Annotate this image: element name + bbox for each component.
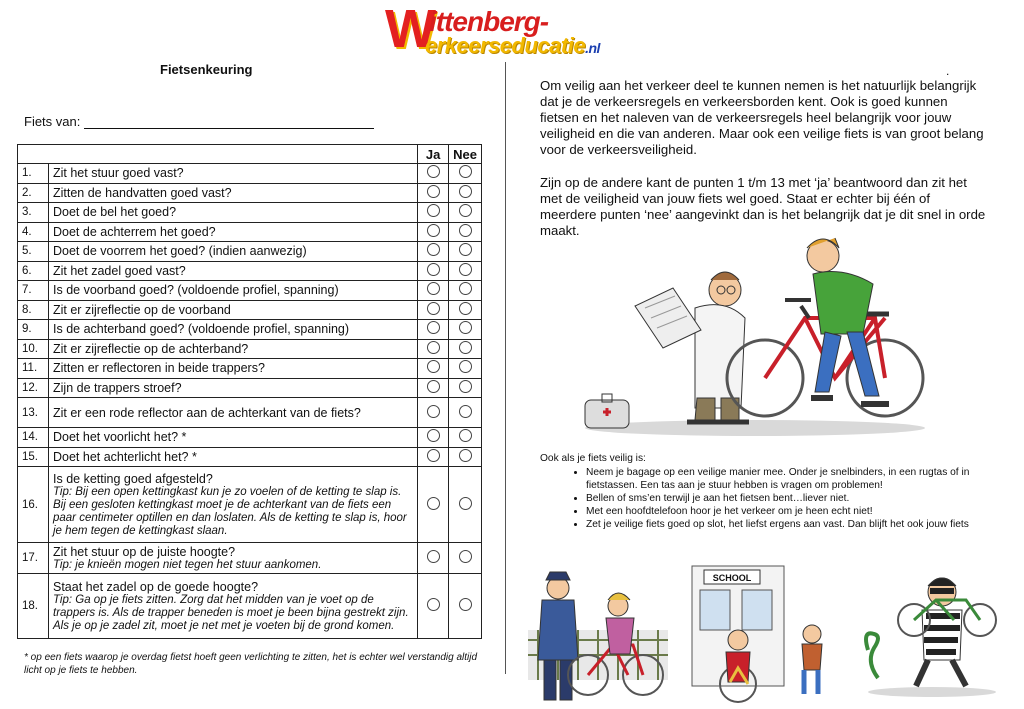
intro-paragraph-2: Zijn op de andere kant de punten 1 t/m 13 met ‘ja’ beantwoord dan zit het met de veiligheid van jouw fiets wel goed. Staat er echter bij één of meerdere punten ‘nee’ aangevinkt dan is het belangrijk dat je dit snel in orde maakt. bbox=[540, 175, 986, 238]
question-number: 4. bbox=[18, 222, 49, 242]
question-cell bbox=[49, 222, 418, 242]
nee-cell bbox=[449, 281, 482, 301]
school-cyclist-illustration bbox=[690, 556, 840, 706]
question-number: 17. bbox=[18, 543, 49, 574]
nee-radio[interactable] bbox=[459, 449, 472, 462]
logo-w: W bbox=[385, 0, 434, 59]
checklist-row bbox=[18, 203, 482, 223]
nee-cell bbox=[449, 398, 482, 428]
checklist-row bbox=[18, 543, 482, 574]
nee-radio[interactable] bbox=[459, 204, 472, 217]
ja-radio[interactable] bbox=[427, 263, 440, 276]
ja-radio[interactable] bbox=[427, 550, 440, 563]
question-cell bbox=[49, 398, 418, 428]
nee-cell bbox=[449, 428, 482, 448]
ja-cell bbox=[418, 281, 449, 301]
question-text: Zijn de trappers stroef? bbox=[53, 380, 182, 395]
safety-item: • Met een hoofdtelefoon hoor je het verkeer om je heen echt niet! bbox=[586, 505, 990, 518]
question-number: 12. bbox=[18, 378, 49, 398]
question-cell bbox=[49, 164, 418, 184]
brand-logo bbox=[385, 0, 645, 62]
nee-radio[interactable] bbox=[459, 405, 472, 418]
stray-dot: . bbox=[946, 64, 950, 78]
question-number: 15. bbox=[18, 447, 49, 467]
logo-line1: ittenberg- bbox=[429, 6, 549, 37]
question-cell bbox=[49, 359, 418, 379]
checklist-row bbox=[18, 222, 482, 242]
ja-radio[interactable] bbox=[427, 360, 440, 373]
nee-radio[interactable] bbox=[459, 497, 472, 510]
page-divider bbox=[505, 62, 506, 674]
question-text: Zit er zijreflectie op de achterband? bbox=[53, 341, 249, 356]
checklist-rows bbox=[18, 164, 482, 639]
bike-checkup-illustration bbox=[575, 228, 935, 440]
question-number: 7. bbox=[18, 281, 49, 301]
safety-heading: Ook als je fiets veilig is: bbox=[540, 453, 646, 464]
question-cell bbox=[49, 242, 418, 262]
checklist-row bbox=[18, 467, 482, 543]
ja-cell bbox=[418, 203, 449, 223]
nee-cell bbox=[449, 261, 482, 281]
ja-radio[interactable] bbox=[427, 224, 440, 237]
checklist-row bbox=[18, 359, 482, 379]
ja-radio[interactable] bbox=[427, 185, 440, 198]
nee-cell bbox=[449, 574, 482, 639]
question-cell bbox=[49, 183, 418, 203]
ja-cell bbox=[418, 447, 449, 467]
nee-cell bbox=[449, 183, 482, 203]
ja-cell bbox=[418, 359, 449, 379]
question-text: Zit er zijreflectie op de voorband bbox=[53, 302, 231, 317]
question-cell bbox=[49, 281, 418, 301]
nee-cell bbox=[449, 222, 482, 242]
nee-radio[interactable] bbox=[459, 185, 472, 198]
ja-cell bbox=[418, 543, 449, 574]
question-text: Zit het zadel goed vast? bbox=[53, 263, 186, 278]
ja-cell bbox=[418, 428, 449, 448]
nee-cell bbox=[449, 467, 482, 543]
nee-radio[interactable] bbox=[459, 429, 472, 442]
nee-cell bbox=[449, 378, 482, 398]
owner-label: Fiets van: bbox=[24, 114, 81, 129]
question-cell bbox=[49, 300, 418, 320]
nee-cell bbox=[449, 320, 482, 340]
ja-radio[interactable] bbox=[427, 429, 440, 442]
question-tip: Tip: Ga op je fiets zitten. Zorg dat het midden van je voet op de trappers is. Als de trapper beneden is moet je been bijna gestrekt zijn. Als je op je zadel zit, moet je net met je voeten bij de grond komen. bbox=[53, 593, 409, 632]
question-text: Zitten de handvatten goed vast? bbox=[53, 185, 232, 200]
ja-radio[interactable] bbox=[427, 165, 440, 178]
question-number: 14. bbox=[18, 428, 49, 448]
question-number: 13. bbox=[18, 398, 49, 428]
nee-radio[interactable] bbox=[459, 302, 472, 315]
checklist-row bbox=[18, 164, 482, 184]
question-number: 10. bbox=[18, 339, 49, 359]
ja-cell bbox=[418, 261, 449, 281]
question-text: Doet de voorrem het goed? (indien aanwezig) bbox=[53, 244, 307, 259]
ja-cell bbox=[418, 398, 449, 428]
nee-cell bbox=[449, 359, 482, 379]
ja-cell bbox=[418, 467, 449, 543]
checklist-row bbox=[18, 447, 482, 467]
question-tip: Tip: Bij een open kettingkast kun je zo voelen of de ketting te slap is. Bij een gesloten kettingkast moet je de achterkant van de fiets een paar centimeter optillen en dan loslaten. Als de ketting te slap is, hoor je hem tegen de kettingkast slaan. bbox=[53, 485, 407, 537]
logo-line2: erkeerseducatie.nl bbox=[425, 33, 600, 58]
nee-radio[interactable] bbox=[459, 550, 472, 563]
header-blank bbox=[18, 145, 418, 164]
question-text: Doet de achterrem het goed? bbox=[53, 224, 216, 239]
question-number: 18. bbox=[18, 574, 49, 639]
ja-cell bbox=[418, 378, 449, 398]
nee-radio[interactable] bbox=[459, 380, 472, 393]
nee-radio[interactable] bbox=[459, 263, 472, 276]
checklist-row bbox=[18, 242, 482, 262]
question-number: 2. bbox=[18, 183, 49, 203]
ja-radio[interactable] bbox=[427, 380, 440, 393]
question-cell bbox=[49, 467, 418, 543]
question-cell bbox=[49, 428, 418, 448]
question-cell bbox=[49, 447, 418, 467]
checklist-row bbox=[18, 574, 482, 639]
safety-item: • Zet je veilige fiets goed op slot, het liefst ergens aan vast. Dan blijft het ook jouw fiets bbox=[586, 518, 990, 531]
ja-radio[interactable] bbox=[427, 598, 440, 611]
question-number: 3. bbox=[18, 203, 49, 223]
owner-field bbox=[24, 114, 374, 129]
question-text: Zitten er reflectoren in beide trappers? bbox=[53, 361, 265, 376]
ja-radio[interactable] bbox=[427, 405, 440, 418]
question-text: Zit er een rode reflector aan de achterkant van de fiets? bbox=[53, 405, 361, 420]
safety-tips bbox=[540, 452, 990, 531]
ja-cell bbox=[418, 222, 449, 242]
owner-blank-line[interactable] bbox=[84, 116, 374, 129]
ja-radio[interactable] bbox=[427, 243, 440, 256]
ja-radio[interactable] bbox=[427, 321, 440, 334]
nee-radio[interactable] bbox=[459, 598, 472, 611]
nee-radio[interactable] bbox=[459, 224, 472, 237]
nee-cell bbox=[449, 447, 482, 467]
ja-cell bbox=[418, 183, 449, 203]
ja-radio[interactable] bbox=[427, 302, 440, 315]
safety-item: • Neem je bagage op een veilige manier mee. Onder je snelbinders, in een rugtas of in fietstassen. Een tas aan je stuur hebben is vragen om problemen! bbox=[586, 466, 990, 492]
question-cell bbox=[49, 574, 418, 639]
header-ja: Ja bbox=[418, 145, 449, 164]
nee-cell bbox=[449, 164, 482, 184]
ja-cell bbox=[418, 574, 449, 639]
checklist-row bbox=[18, 300, 482, 320]
nee-cell bbox=[449, 242, 482, 262]
question-text: Is de achterband goed? (voldoende profiel, spanning) bbox=[53, 322, 350, 337]
footnote: * op een fiets waarop je overdag fietst hoeft geen verlichting te zitten, het is echter wel verstandig altijd licht op je fiets te hebben. bbox=[24, 652, 478, 676]
nee-radio[interactable] bbox=[459, 360, 472, 373]
question-text: Doet de bel het goed? bbox=[53, 205, 177, 220]
header-nee: Nee bbox=[449, 145, 482, 164]
checklist-row bbox=[18, 320, 482, 340]
checklist-row bbox=[18, 183, 482, 203]
ja-radio[interactable] bbox=[427, 449, 440, 462]
ja-radio[interactable] bbox=[427, 341, 440, 354]
question-cell bbox=[49, 203, 418, 223]
nee-radio[interactable] bbox=[459, 243, 472, 256]
safety-list bbox=[540, 466, 990, 531]
question-cell bbox=[49, 378, 418, 398]
question-tip: Tip: je knieën mogen niet tegen het stuur aankomen. bbox=[53, 558, 322, 571]
school-sign-text: SCHOOL bbox=[712, 573, 752, 583]
question-text: Is de voorband goed? (voldoende profiel, spanning) bbox=[53, 283, 339, 298]
question-number: 9. bbox=[18, 320, 49, 340]
question-number: 11. bbox=[18, 359, 49, 379]
nee-cell bbox=[449, 543, 482, 574]
question-text: Doet het achterlicht het? * bbox=[53, 449, 197, 464]
question-cell bbox=[49, 339, 418, 359]
question-number: 8. bbox=[18, 300, 49, 320]
nee-cell bbox=[449, 300, 482, 320]
question-text: Doet het voorlicht het? * bbox=[53, 430, 187, 445]
logo-tld: .nl bbox=[585, 40, 600, 56]
ja-cell bbox=[418, 300, 449, 320]
question-text: Zit het stuur goed vast? bbox=[53, 166, 184, 181]
police-stop-illustration bbox=[528, 560, 668, 706]
nee-radio[interactable] bbox=[459, 282, 472, 295]
checklist-row bbox=[18, 261, 482, 281]
safety-item: • Bellen of sms’en terwijl je aan het fietsen bent…liever niet. bbox=[586, 492, 990, 505]
question-cell bbox=[49, 261, 418, 281]
intro-paragraph-1: Om veilig aan het verkeer deel te kunnen nemen is het natuurlijk belangrijk dat je de verkeersregels en verkeersborden kent. Ook is goed kunnen fietsen en het naleven van de verkeersregels heel belangrijk voor jouw veiligheid en die van anderen. Maar ook een veilige fiets is van groot belang voor de verkeersveiligheid. bbox=[540, 78, 984, 157]
ja-radio[interactable] bbox=[427, 282, 440, 295]
ja-radio[interactable] bbox=[427, 497, 440, 510]
bike-thief-illustration bbox=[852, 570, 1002, 700]
ja-radio[interactable] bbox=[427, 204, 440, 217]
ja-cell bbox=[418, 320, 449, 340]
checklist-row bbox=[18, 398, 482, 428]
ja-cell bbox=[418, 164, 449, 184]
question-number: 5. bbox=[18, 242, 49, 262]
question-number: 1. bbox=[18, 164, 49, 184]
checklist-row bbox=[18, 339, 482, 359]
page-title: Fietsenkeuring bbox=[160, 62, 253, 77]
nee-radio[interactable] bbox=[459, 165, 472, 178]
checklist-table bbox=[17, 144, 482, 639]
checklist-row bbox=[18, 428, 482, 448]
question-number: 6. bbox=[18, 261, 49, 281]
nee-radio[interactable] bbox=[459, 341, 472, 354]
question-text: Is de ketting goed afgesteld? bbox=[53, 471, 213, 486]
nee-cell bbox=[449, 339, 482, 359]
question-cell bbox=[49, 320, 418, 340]
question-text: Zit het stuur op de juiste hoogte? bbox=[53, 544, 236, 559]
nee-radio[interactable] bbox=[459, 321, 472, 334]
nee-cell bbox=[449, 203, 482, 223]
question-text: Staat het zadel op de goede hoogte? bbox=[53, 579, 259, 594]
ja-cell bbox=[418, 339, 449, 359]
question-cell bbox=[49, 543, 418, 574]
question-number: 16. bbox=[18, 467, 49, 543]
checklist-row bbox=[18, 378, 482, 398]
ja-cell bbox=[418, 242, 449, 262]
checklist-row bbox=[18, 281, 482, 301]
